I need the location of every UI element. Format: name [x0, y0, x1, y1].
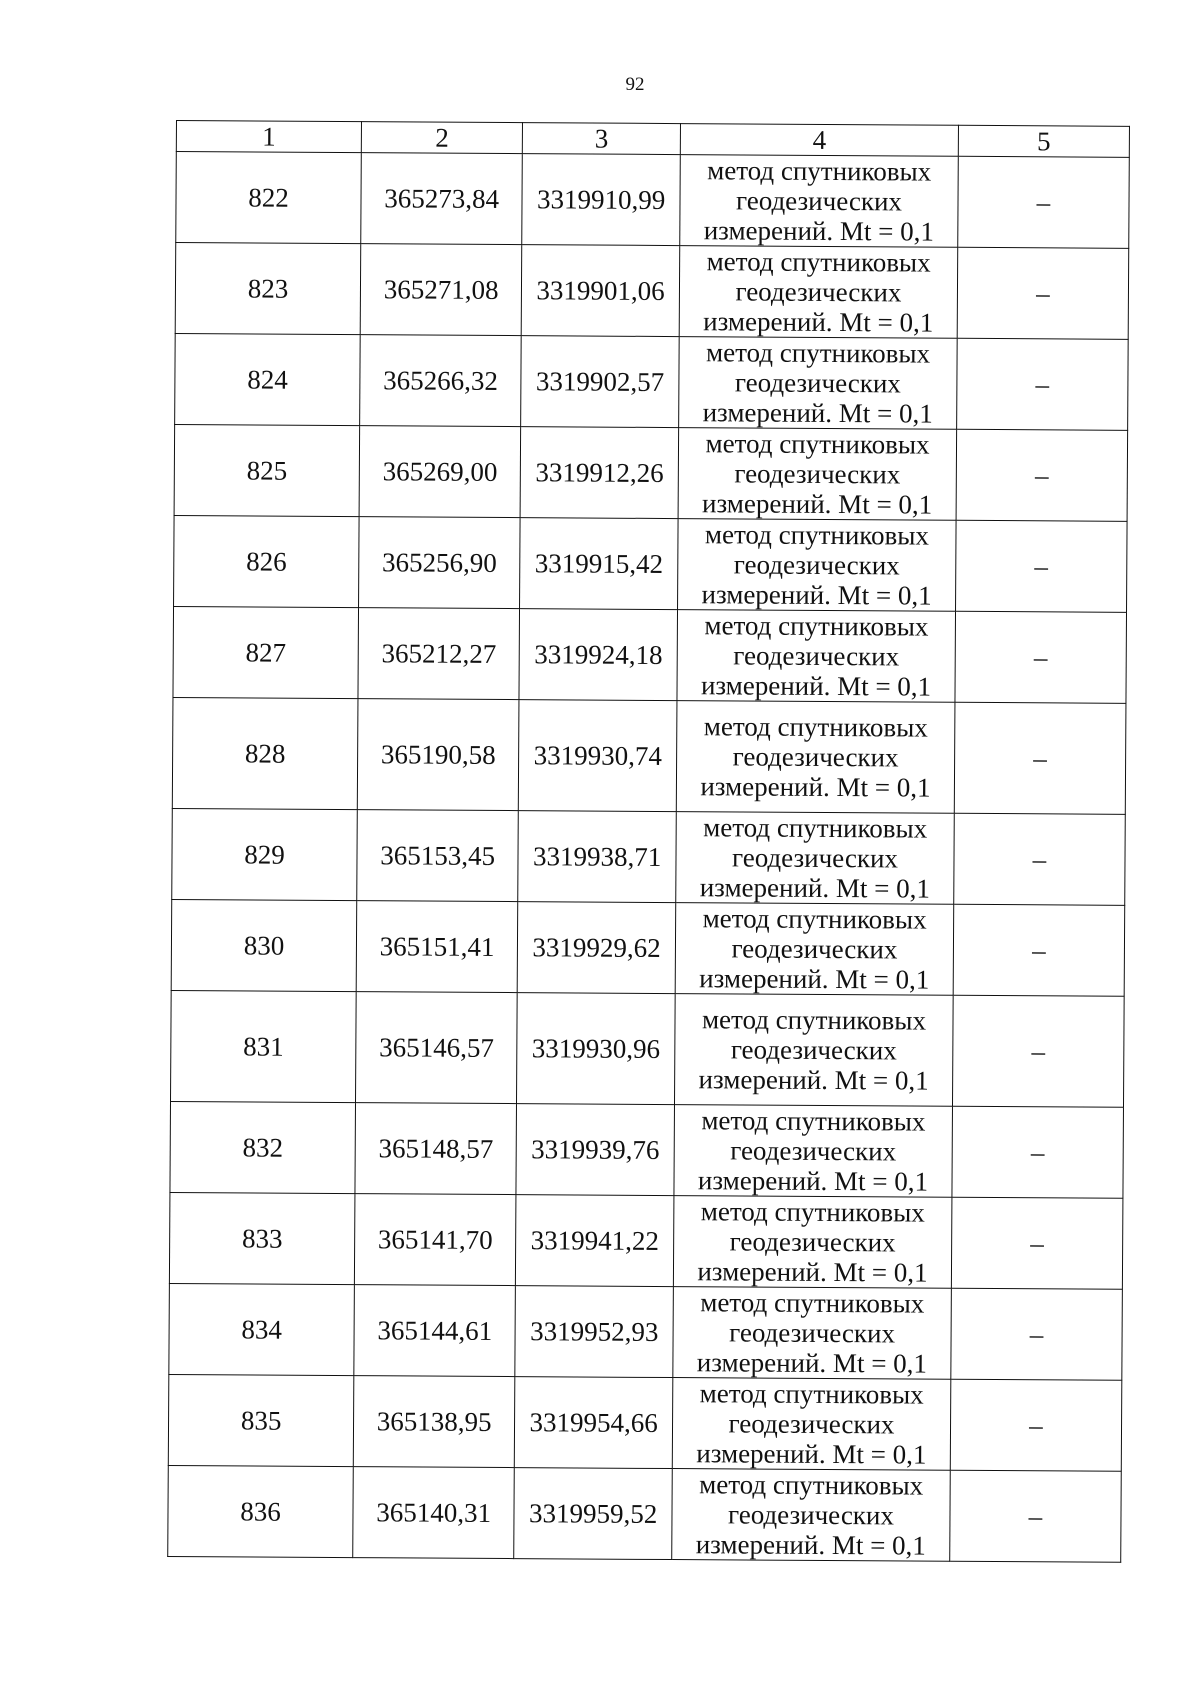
method-line: измерений. Mt = 0,1 [696, 1438, 927, 1470]
method-line: метод спутниковых [699, 1469, 924, 1501]
x-coordinate-cell: 365144,61 [354, 1285, 516, 1377]
point-number-cell: 825 [174, 424, 360, 516]
method-line: метод спутниковых [707, 155, 932, 187]
method-line: метод спутниковых [703, 812, 928, 844]
header-cell-1: 1 [176, 121, 361, 153]
y-coordinate-cell: 3319952,93 [515, 1286, 674, 1378]
method-line: геодезических [730, 1135, 897, 1167]
table-row [173, 606, 1127, 703]
table-row [174, 515, 1128, 612]
method-line: геодезических [734, 458, 901, 490]
page-number: 92 [625, 74, 645, 95]
point-number-cell: 828 [172, 697, 358, 809]
method-line: метод спутниковых [702, 903, 927, 935]
table-row [168, 1465, 1122, 1562]
coordinates-table-body [168, 121, 1130, 1563]
method-line: измерений. Mt = 0,1 [697, 1256, 928, 1288]
note-cell: – [954, 702, 1126, 814]
y-coordinate-cell: 3319912,26 [520, 427, 679, 519]
method-line: геодезических [731, 933, 898, 965]
point-number-cell: 835 [168, 1374, 354, 1466]
method-line: измерений. Mt = 0,1 [700, 771, 931, 803]
note-cell: – [951, 1288, 1123, 1380]
method-line: измерений. Mt = 0,1 [695, 1529, 926, 1561]
y-coordinate-cell: 3319938,71 [518, 811, 677, 903]
table-row [175, 243, 1129, 340]
method-cell [674, 1196, 952, 1289]
method-cell [676, 812, 954, 905]
point-number-cell: 834 [169, 1283, 355, 1375]
x-coordinate-cell: 365146,57 [356, 992, 518, 1104]
note-cell: – [957, 338, 1129, 430]
note-cell: – [952, 995, 1124, 1107]
x-coordinate-cell: 365273,84 [361, 153, 523, 245]
y-coordinate-cell: 3319910,99 [522, 154, 681, 246]
method-line: метод спутниковых [700, 1287, 925, 1319]
point-number-cell: 831 [171, 990, 357, 1102]
point-number-cell: 833 [169, 1192, 355, 1284]
note-cell: – [954, 813, 1126, 905]
point-number-cell: 830 [171, 899, 357, 991]
y-coordinate-cell: 3319941,22 [516, 1195, 675, 1287]
note-cell: – [958, 156, 1130, 248]
method-line: геодезических [732, 741, 899, 773]
x-coordinate-cell: 365256,90 [359, 517, 521, 609]
method-line: геодезических [733, 549, 900, 581]
x-coordinate-cell: 365153,45 [357, 810, 519, 902]
table-row [174, 424, 1128, 521]
method-line: измерений. Mt = 0,1 [703, 215, 934, 247]
method-cell [679, 337, 957, 430]
method-line: измерений. Mt = 0,1 [703, 306, 934, 338]
method-cell [675, 994, 953, 1107]
method-cell [678, 519, 956, 612]
note-cell: – [953, 904, 1125, 996]
y-coordinate-cell: 3319901,06 [521, 245, 680, 337]
y-coordinate-cell: 3319915,42 [520, 518, 679, 610]
x-coordinate-cell: 365151,41 [356, 901, 518, 993]
point-number-cell: 836 [168, 1465, 354, 1557]
method-line: измерений. Mt = 0,1 [699, 872, 930, 904]
method-line: метод спутниковых [700, 1196, 925, 1228]
x-coordinate-cell: 365271,08 [360, 244, 522, 336]
x-coordinate-cell: 365138,95 [353, 1376, 515, 1468]
method-cell [675, 903, 953, 996]
method-line: измерений. Mt = 0,1 [698, 1064, 929, 1096]
table-row [170, 1101, 1124, 1198]
header-cell-5: 5 [958, 125, 1129, 157]
method-cell [676, 701, 954, 814]
method-line: измерений. Mt = 0,1 [701, 579, 932, 611]
note-cell: – [950, 1379, 1122, 1471]
method-line: метод спутниковых [706, 246, 931, 278]
method-line: метод спутниковых [704, 610, 929, 642]
table-row [175, 333, 1129, 430]
method-line: метод спутниковых [701, 1105, 926, 1137]
note-cell: – [950, 1470, 1122, 1562]
point-number-cell: 832 [170, 1101, 356, 1193]
header-cell-4: 4 [680, 124, 958, 157]
table-row [171, 899, 1125, 996]
method-line: геодезических [734, 367, 901, 399]
method-cell [672, 1378, 950, 1471]
method-line: метод спутниковых [699, 1378, 924, 1410]
point-number-cell: 827 [173, 606, 359, 698]
y-coordinate-cell: 3319959,52 [514, 1468, 673, 1560]
method-cell [680, 155, 958, 248]
x-coordinate-cell: 365266,32 [360, 335, 522, 427]
note-cell: – [952, 1106, 1124, 1198]
method-line: геодезических [733, 640, 900, 672]
y-coordinate-cell: 3319930,74 [518, 700, 677, 812]
y-coordinate-cell: 3319939,76 [516, 1104, 675, 1196]
method-line: метод спутниковых [704, 519, 930, 551]
method-cell [672, 1469, 950, 1562]
note-cell: – [955, 611, 1127, 703]
header-cell-2: 2 [361, 122, 522, 154]
x-coordinate-cell: 365212,27 [358, 608, 520, 700]
note-cell: – [951, 1197, 1123, 1289]
point-number-cell: 822 [176, 152, 362, 244]
point-number-cell: 824 [175, 333, 361, 425]
coordinates-table [167, 120, 1130, 1563]
method-line: метод спутниковых [701, 1004, 927, 1036]
method-line: метод спутниковых [705, 337, 931, 369]
x-coordinate-cell: 365190,58 [357, 699, 519, 811]
table-row [172, 697, 1126, 814]
method-line: измерений. Mt = 0,1 [702, 397, 933, 429]
x-coordinate-cell: 365141,70 [355, 1194, 517, 1286]
header-cell-3: 3 [522, 123, 680, 155]
method-line: геодезических [730, 1034, 897, 1066]
method-line: геодезических [735, 185, 903, 217]
note-cell: – [957, 247, 1129, 339]
method-line: геодезических [735, 276, 902, 308]
y-coordinate-cell: 3319924,18 [519, 609, 678, 701]
method-line: геодезических [729, 1317, 896, 1349]
method-line: геодезических [731, 842, 899, 874]
point-number-cell: 826 [174, 515, 360, 607]
method-line: измерений. Mt = 0,1 [702, 488, 933, 520]
method-line: измерений. Mt = 0,1 [696, 1347, 928, 1379]
method-cell [679, 246, 957, 339]
point-number-cell: 829 [172, 808, 358, 900]
method-line: измерений. Mt = 0,1 [700, 670, 932, 702]
method-line: измерений. Mt = 0,1 [697, 1165, 929, 1197]
table-row [172, 808, 1126, 905]
method-line: метод спутниковых [703, 711, 928, 743]
method-cell [677, 610, 955, 703]
y-coordinate-cell: 3319930,96 [517, 993, 676, 1105]
table-row [169, 1283, 1123, 1380]
method-line: измерений. Mt = 0,1 [699, 963, 930, 995]
table-row [168, 1374, 1122, 1471]
table-row [176, 152, 1130, 249]
y-coordinate-cell: 3319929,62 [517, 902, 676, 994]
method-line: геодезических [728, 1408, 895, 1440]
note-cell: – [955, 520, 1127, 612]
x-coordinate-cell: 365269,00 [359, 426, 521, 518]
table-row [169, 1192, 1123, 1289]
point-number-cell: 823 [175, 243, 361, 335]
y-coordinate-cell: 3319902,57 [521, 336, 680, 428]
method-line: метод спутниковых [705, 428, 930, 460]
method-cell [674, 1105, 952, 1198]
method-cell [678, 428, 956, 521]
x-coordinate-cell: 365148,57 [355, 1103, 517, 1195]
method-line: геодезических [727, 1499, 895, 1531]
method-cell [673, 1287, 951, 1380]
table-row [171, 990, 1125, 1107]
y-coordinate-cell: 3319954,66 [514, 1377, 673, 1469]
note-cell: – [956, 429, 1128, 521]
x-coordinate-cell: 365140,31 [353, 1467, 515, 1559]
method-line: геодезических [729, 1226, 896, 1258]
